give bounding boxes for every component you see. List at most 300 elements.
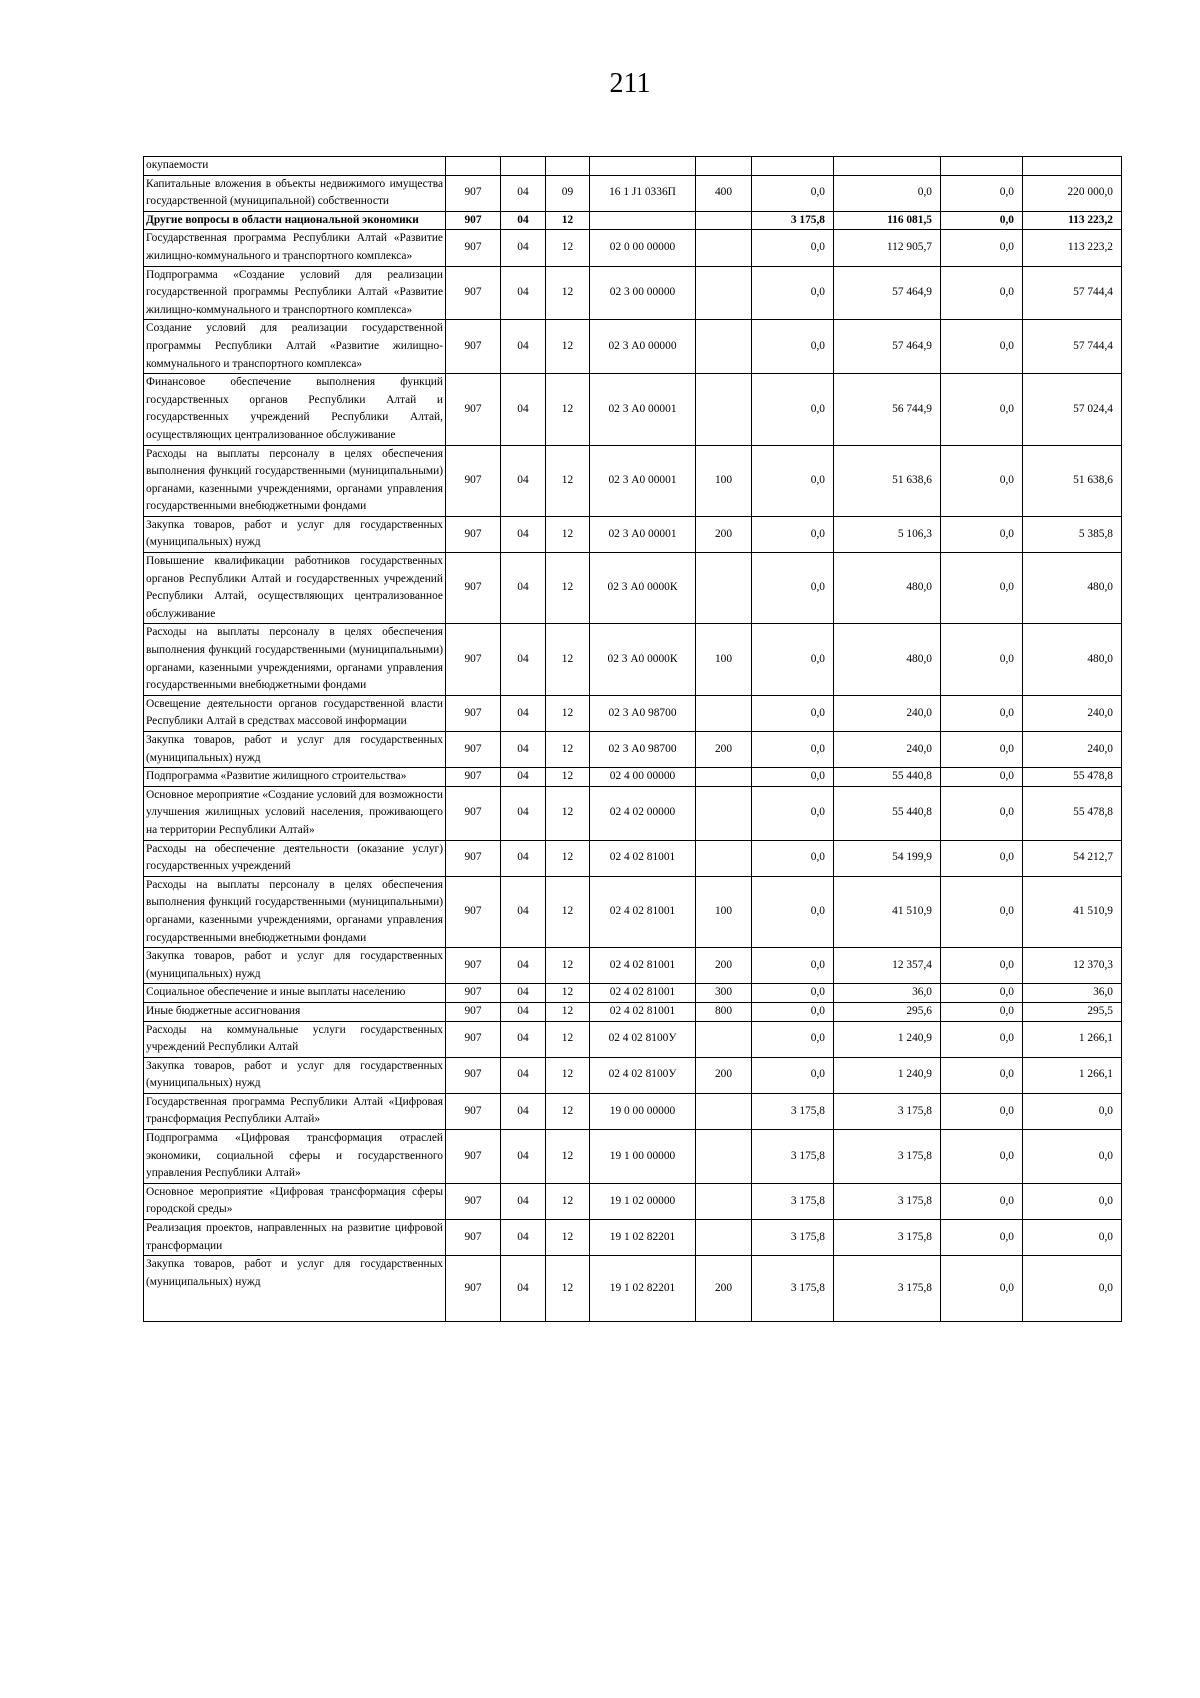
- name-cell: Основное мероприятие «Цифровая трансформация сферы городской среды»: [144, 1183, 446, 1219]
- sum4-cell: 295,5: [1023, 1002, 1122, 1021]
- expense-type-cell: 800: [696, 1002, 752, 1021]
- table-row: [144, 266, 1122, 320]
- expense-type-cell: [696, 1130, 752, 1184]
- sum4-cell: 0,0: [1023, 1093, 1122, 1129]
- name-cell: Расходы на выплаты персоналу в целях обеспечения выполнения функций государственными (муниципальными) органами, казенными учреждениями, органами управления государственными внебюджетными фондами: [144, 876, 446, 947]
- subsection-cell: 12: [546, 1021, 590, 1057]
- table-row: [144, 157, 1122, 176]
- sum2-cell: 240,0: [834, 732, 941, 768]
- sum2-cell: 1 240,9: [834, 1021, 941, 1057]
- subsection-cell: 12: [546, 1130, 590, 1184]
- name-cell: Подпрограмма «Создание условий для реализации государственной программы Республики Алтай «Развитие жилищно-коммунального и транспортного комплекса»: [144, 266, 446, 320]
- section-cell: 04: [501, 553, 546, 624]
- expense-type-cell: [696, 230, 752, 266]
- sum4-cell: 57 744,4: [1023, 320, 1122, 374]
- table-row: [144, 516, 1122, 552]
- ministry-cell: 907: [446, 211, 501, 230]
- sum3-cell: 0,0: [941, 1002, 1023, 1021]
- ministry-cell: 907: [446, 786, 501, 840]
- sum2-cell: 240,0: [834, 695, 941, 731]
- table-row: [144, 948, 1122, 984]
- target-article-cell: 19 1 02 82201: [590, 1220, 696, 1256]
- expense-type-cell: 200: [696, 732, 752, 768]
- sum4-cell: 55 478,8: [1023, 786, 1122, 840]
- section-cell: 04: [501, 266, 546, 320]
- sum4-cell: 1 266,1: [1023, 1057, 1122, 1093]
- expense-type-cell: 200: [696, 1057, 752, 1093]
- ministry-cell: 907: [446, 1057, 501, 1093]
- sum3-cell: 0,0: [941, 445, 1023, 516]
- table-row: [144, 786, 1122, 840]
- table-row: [144, 984, 1122, 1003]
- subsection-cell: 12: [546, 1002, 590, 1021]
- ministry-cell: 907: [446, 1093, 501, 1129]
- sum2-cell: 0,0: [834, 175, 941, 211]
- name-cell: Освещение деятельности органов государственной власти Республики Алтай в средствах массовой информации: [144, 695, 446, 731]
- sum4-cell: 0,0: [1023, 1220, 1122, 1256]
- sum4-cell: 480,0: [1023, 553, 1122, 624]
- sum3-cell: 0,0: [941, 1256, 1023, 1322]
- sum4-cell: 0,0: [1023, 1183, 1122, 1219]
- section-cell: 04: [501, 1220, 546, 1256]
- name-cell: окупаемости: [144, 157, 446, 176]
- sum1-cell: 0,0: [752, 516, 834, 552]
- sum2-cell: 57 464,9: [834, 266, 941, 320]
- sum4-cell: 480,0: [1023, 624, 1122, 695]
- sum1-cell: 0,0: [752, 1002, 834, 1021]
- subsection-cell: 12: [546, 230, 590, 266]
- name-cell: Подпрограмма «Цифровая трансформация отраслей экономики, социальной сферы и государственного управления Республики Алтай»: [144, 1130, 446, 1184]
- section-cell: 04: [501, 876, 546, 947]
- expense-type-cell: [696, 1021, 752, 1057]
- sum1-cell: 0,0: [752, 840, 834, 876]
- table-row: [144, 445, 1122, 516]
- name-cell: Закупка товаров, работ и услуг для государственных (муниципальных) нужд: [144, 1057, 446, 1093]
- target-article-cell: 19 0 00 00000: [590, 1093, 696, 1129]
- target-article-cell: [590, 211, 696, 230]
- subsection-cell: 12: [546, 876, 590, 947]
- expense-type-cell: [696, 1093, 752, 1129]
- sum1-cell: 0,0: [752, 876, 834, 947]
- name-cell: Закупка товаров, работ и услуг для государственных (муниципальных) нужд: [144, 948, 446, 984]
- target-article-cell: 02 4 02 81001: [590, 840, 696, 876]
- target-article-cell: 02 3 А0 98700: [590, 732, 696, 768]
- expense-type-cell: [696, 1220, 752, 1256]
- table-row: [144, 1021, 1122, 1057]
- ministry-cell: 907: [446, 516, 501, 552]
- sum3-cell: [941, 157, 1023, 176]
- sum1-cell: 3 175,8: [752, 1183, 834, 1219]
- expense-type-cell: [696, 211, 752, 230]
- expense-type-cell: 300: [696, 984, 752, 1003]
- name-cell: Реализация проектов, направленных на развитие цифровой трансформации: [144, 1220, 446, 1256]
- sum2-cell: 56 744,9: [834, 374, 941, 445]
- sum4-cell: 36,0: [1023, 984, 1122, 1003]
- sum3-cell: 0,0: [941, 1220, 1023, 1256]
- ministry-cell: 907: [446, 445, 501, 516]
- sum3-cell: 0,0: [941, 1021, 1023, 1057]
- expense-type-cell: [696, 374, 752, 445]
- target-article-cell: 19 1 02 00000: [590, 1183, 696, 1219]
- ministry-cell: 907: [446, 175, 501, 211]
- target-article-cell: 02 4 02 81001: [590, 984, 696, 1003]
- section-cell: 04: [501, 732, 546, 768]
- section-cell: 04: [501, 1021, 546, 1057]
- name-cell: Подпрограмма «Развитие жилищного строительства»: [144, 768, 446, 787]
- target-article-cell: 02 4 02 8100У: [590, 1057, 696, 1093]
- sum2-cell: 112 905,7: [834, 230, 941, 266]
- table-row: [144, 732, 1122, 768]
- sum4-cell: 240,0: [1023, 732, 1122, 768]
- ministry-cell: 907: [446, 1220, 501, 1256]
- name-cell: Финансовое обеспечение выполнения функций государственных органов Республики Алтай и государственных учреждений Республики Алтай, осуществляющих централизованное обслуживание: [144, 374, 446, 445]
- table-row: [144, 624, 1122, 695]
- sum4-cell: 57 744,4: [1023, 266, 1122, 320]
- ministry-cell: 907: [446, 876, 501, 947]
- section-cell: 04: [501, 1183, 546, 1219]
- sum2-cell: 12 357,4: [834, 948, 941, 984]
- section-cell: 04: [501, 768, 546, 787]
- sum4-cell: 57 024,4: [1023, 374, 1122, 445]
- name-cell: Расходы на коммунальные услуги государственных учреждений Республики Алтай: [144, 1021, 446, 1057]
- sum2-cell: 480,0: [834, 624, 941, 695]
- expense-type-cell: [696, 266, 752, 320]
- table-body: [144, 157, 1122, 1322]
- sum1-cell: 0,0: [752, 695, 834, 731]
- section-cell: 04: [501, 374, 546, 445]
- subsection-cell: 12: [546, 624, 590, 695]
- sum3-cell: 0,0: [941, 1057, 1023, 1093]
- sum1-cell: 3 175,8: [752, 1093, 834, 1129]
- sum2-cell: 3 175,8: [834, 1256, 941, 1322]
- table-row: [144, 1183, 1122, 1219]
- sum2-cell: 3 175,8: [834, 1183, 941, 1219]
- name-cell: Капитальные вложения в объекты недвижимого имущества государственной (муниципальной) собственности: [144, 175, 446, 211]
- sum1-cell: 0,0: [752, 175, 834, 211]
- name-cell: Закупка товаров, работ и услуг для государственных (муниципальных) нужд: [144, 516, 446, 552]
- ministry-cell: 907: [446, 1002, 501, 1021]
- ministry-cell: 907: [446, 1256, 501, 1322]
- expense-type-cell: [696, 768, 752, 787]
- table-row: [144, 211, 1122, 230]
- sum4-cell: 12 370,3: [1023, 948, 1122, 984]
- target-article-cell: 02 3 00 00000: [590, 266, 696, 320]
- subsection-cell: 12: [546, 1093, 590, 1129]
- target-article-cell: 16 1 J1 0336П: [590, 175, 696, 211]
- table-row: [144, 1256, 1122, 1322]
- sum2-cell: [834, 157, 941, 176]
- sum2-cell: 1 240,9: [834, 1057, 941, 1093]
- sum1-cell: 0,0: [752, 320, 834, 374]
- sum1-cell: 0,0: [752, 1021, 834, 1057]
- sum2-cell: 480,0: [834, 553, 941, 624]
- ministry-cell: 907: [446, 840, 501, 876]
- sum3-cell: 0,0: [941, 1183, 1023, 1219]
- target-article-cell: 02 3 А0 00001: [590, 374, 696, 445]
- expense-type-cell: 200: [696, 948, 752, 984]
- name-cell: Государственная программа Республики Алтай «Развитие жилищно-коммунального и транспортного комплекса»: [144, 230, 446, 266]
- sum1-cell: 0,0: [752, 624, 834, 695]
- sum1-cell: 0,0: [752, 230, 834, 266]
- expense-type-cell: 100: [696, 624, 752, 695]
- section-cell: 04: [501, 445, 546, 516]
- sum4-cell: 51 638,6: [1023, 445, 1122, 516]
- sum3-cell: 0,0: [941, 732, 1023, 768]
- table-row: [144, 1002, 1122, 1021]
- section-cell: [501, 157, 546, 176]
- table-row: [144, 695, 1122, 731]
- sum3-cell: 0,0: [941, 695, 1023, 731]
- target-article-cell: 02 3 А0 0000К: [590, 624, 696, 695]
- ministry-cell: 907: [446, 624, 501, 695]
- expense-type-cell: [696, 786, 752, 840]
- target-article-cell: 02 3 А0 0000К: [590, 553, 696, 624]
- ministry-cell: 907: [446, 266, 501, 320]
- subsection-cell: 12: [546, 695, 590, 731]
- sum2-cell: 3 175,8: [834, 1130, 941, 1184]
- sum2-cell: 57 464,9: [834, 320, 941, 374]
- table-row: [144, 175, 1122, 211]
- sum3-cell: 0,0: [941, 1093, 1023, 1129]
- sum3-cell: 0,0: [941, 624, 1023, 695]
- sum4-cell: 54 212,7: [1023, 840, 1122, 876]
- name-cell: Повышение квалификации работников государственных органов Республики Алтай и государственных учреждений Республики Алтай, осуществляющих централизованное обслуживание: [144, 553, 446, 624]
- expense-type-cell: [696, 320, 752, 374]
- sum2-cell: 36,0: [834, 984, 941, 1003]
- name-cell: Социальное обеспечение и иные выплаты населению: [144, 984, 446, 1003]
- target-article-cell: 02 3 А0 00001: [590, 516, 696, 552]
- subsection-cell: 12: [546, 266, 590, 320]
- ministry-cell: 907: [446, 230, 501, 266]
- ministry-cell: 907: [446, 732, 501, 768]
- subsection-cell: 12: [546, 445, 590, 516]
- subsection-cell: 09: [546, 175, 590, 211]
- table-row: [144, 1220, 1122, 1256]
- sum2-cell: 295,6: [834, 1002, 941, 1021]
- sum1-cell: 0,0: [752, 374, 834, 445]
- subsection-cell: 12: [546, 1057, 590, 1093]
- sum2-cell: 3 175,8: [834, 1220, 941, 1256]
- sum3-cell: 0,0: [941, 230, 1023, 266]
- name-cell: Расходы на выплаты персоналу в целях обеспечения выполнения функций государственными (муниципальными) органами, казенными учреждениями, органами управления государственными внебюджетными фондами: [144, 445, 446, 516]
- target-article-cell: 02 4 02 8100У: [590, 1021, 696, 1057]
- sum1-cell: 0,0: [752, 445, 834, 516]
- name-cell: Закупка товаров, работ и услуг для государственных (муниципальных) нужд: [144, 732, 446, 768]
- subsection-cell: 12: [546, 320, 590, 374]
- subsection-cell: 12: [546, 984, 590, 1003]
- subsection-cell: 12: [546, 516, 590, 552]
- expense-type-cell: [696, 840, 752, 876]
- budget-table: [143, 156, 1122, 1322]
- sum2-cell: 41 510,9: [834, 876, 941, 947]
- table-row: [144, 553, 1122, 624]
- sum3-cell: 0,0: [941, 984, 1023, 1003]
- section-cell: 04: [501, 1093, 546, 1129]
- ministry-cell: 907: [446, 695, 501, 731]
- name-cell: Основное мероприятие «Создание условий для возможности улучшения жилищных условий населения, проживающего на территории Республики Алтай»: [144, 786, 446, 840]
- target-article-cell: 02 4 02 81001: [590, 948, 696, 984]
- subsection-cell: 12: [546, 1220, 590, 1256]
- ministry-cell: [446, 157, 501, 176]
- target-article-cell: 02 4 02 81001: [590, 1002, 696, 1021]
- section-cell: 04: [501, 175, 546, 211]
- name-cell: Другие вопросы в области национальной экономики: [144, 211, 446, 230]
- sum1-cell: 0,0: [752, 553, 834, 624]
- sum4-cell: 240,0: [1023, 695, 1122, 731]
- section-cell: 04: [501, 230, 546, 266]
- sum4-cell: 0,0: [1023, 1256, 1122, 1322]
- table-row: [144, 768, 1122, 787]
- sum2-cell: 55 440,8: [834, 768, 941, 787]
- name-cell: Расходы на выплаты персоналу в целях обеспечения выполнения функций государственными (муниципальными) органами, казенными учреждениями, органами управления государственными внебюджетными фондами: [144, 624, 446, 695]
- target-article-cell: 02 4 02 00000: [590, 786, 696, 840]
- expense-type-cell: [696, 695, 752, 731]
- section-cell: 04: [501, 516, 546, 552]
- subsection-cell: [546, 157, 590, 176]
- sum3-cell: 0,0: [941, 768, 1023, 787]
- expense-type-cell: 200: [696, 1256, 752, 1322]
- subsection-cell: 12: [546, 786, 590, 840]
- expense-type-cell: [696, 1183, 752, 1219]
- sum4-cell: 55 478,8: [1023, 768, 1122, 787]
- section-cell: 04: [501, 624, 546, 695]
- section-cell: 04: [501, 695, 546, 731]
- sum1-cell: 3 175,8: [752, 1130, 834, 1184]
- ministry-cell: 907: [446, 1130, 501, 1184]
- sum2-cell: 3 175,8: [834, 1093, 941, 1129]
- sum1-cell: 0,0: [752, 948, 834, 984]
- sum4-cell: 220 000,0: [1023, 175, 1122, 211]
- target-article-cell: 19 1 00 00000: [590, 1130, 696, 1184]
- name-cell: Создание условий для реализации государственной программы Республики Алтай «Развитие жилищно-коммунального и транспортного комплекса»: [144, 320, 446, 374]
- sum3-cell: 0,0: [941, 840, 1023, 876]
- table-row: [144, 840, 1122, 876]
- sum4-cell: 1 266,1: [1023, 1021, 1122, 1057]
- expense-type-cell: 100: [696, 445, 752, 516]
- subsection-cell: 12: [546, 732, 590, 768]
- target-article-cell: 02 0 00 00000: [590, 230, 696, 266]
- name-cell: Расходы на обеспечение деятельности (оказание услуг) государственных учреждений: [144, 840, 446, 876]
- section-cell: 04: [501, 840, 546, 876]
- sum2-cell: 116 081,5: [834, 211, 941, 230]
- target-article-cell: 02 4 02 81001: [590, 876, 696, 947]
- sum3-cell: 0,0: [941, 211, 1023, 230]
- section-cell: 04: [501, 1130, 546, 1184]
- section-cell: 04: [501, 786, 546, 840]
- expense-type-cell: 100: [696, 876, 752, 947]
- sum1-cell: 0,0: [752, 984, 834, 1003]
- table-row: [144, 374, 1122, 445]
- ministry-cell: 907: [446, 1183, 501, 1219]
- section-cell: 04: [501, 1057, 546, 1093]
- sum3-cell: 0,0: [941, 876, 1023, 947]
- sum1-cell: 3 175,8: [752, 211, 834, 230]
- subsection-cell: 12: [546, 768, 590, 787]
- expense-type-cell: 200: [696, 516, 752, 552]
- ministry-cell: 907: [446, 374, 501, 445]
- section-cell: 04: [501, 948, 546, 984]
- sum2-cell: 5 106,3: [834, 516, 941, 552]
- sum4-cell: [1023, 157, 1122, 176]
- name-cell: Иные бюджетные ассигнования: [144, 1002, 446, 1021]
- sum3-cell: 0,0: [941, 320, 1023, 374]
- target-article-cell: 02 3 А0 00000: [590, 320, 696, 374]
- expense-type-cell: [696, 157, 752, 176]
- sum1-cell: 0,0: [752, 1057, 834, 1093]
- sum3-cell: 0,0: [941, 374, 1023, 445]
- subsection-cell: 12: [546, 1256, 590, 1322]
- page-number: 211: [609, 68, 651, 99]
- sum1-cell: [752, 157, 834, 176]
- ministry-cell: 907: [446, 768, 501, 787]
- section-cell: 04: [501, 211, 546, 230]
- ministry-cell: 907: [446, 984, 501, 1003]
- sum1-cell: 0,0: [752, 786, 834, 840]
- subsection-cell: 12: [546, 374, 590, 445]
- sum4-cell: 41 510,9: [1023, 876, 1122, 947]
- sum3-cell: 0,0: [941, 175, 1023, 211]
- sum1-cell: 0,0: [752, 266, 834, 320]
- table-row: [144, 876, 1122, 947]
- sum3-cell: 0,0: [941, 553, 1023, 624]
- section-cell: 04: [501, 984, 546, 1003]
- ministry-cell: 907: [446, 1021, 501, 1057]
- sum1-cell: 3 175,8: [752, 1256, 834, 1322]
- section-cell: 04: [501, 1256, 546, 1322]
- subsection-cell: 12: [546, 211, 590, 230]
- sum2-cell: 51 638,6: [834, 445, 941, 516]
- sum2-cell: 55 440,8: [834, 786, 941, 840]
- sum4-cell: 0,0: [1023, 1130, 1122, 1184]
- expense-type-cell: [696, 553, 752, 624]
- sum4-cell: 113 223,2: [1023, 211, 1122, 230]
- table-row: [144, 1093, 1122, 1129]
- table-row: [144, 230, 1122, 266]
- expense-type-cell: 400: [696, 175, 752, 211]
- target-article-cell: 19 1 02 82201: [590, 1256, 696, 1322]
- subsection-cell: 12: [546, 840, 590, 876]
- target-article-cell: [590, 157, 696, 176]
- sum1-cell: 3 175,8: [752, 1220, 834, 1256]
- ministry-cell: 907: [446, 320, 501, 374]
- target-article-cell: 02 3 А0 00001: [590, 445, 696, 516]
- sum1-cell: 0,0: [752, 732, 834, 768]
- sum1-cell: 0,0: [752, 768, 834, 787]
- sum4-cell: 113 223,2: [1023, 230, 1122, 266]
- table-row: [144, 1130, 1122, 1184]
- sum3-cell: 0,0: [941, 516, 1023, 552]
- target-article-cell: 02 4 00 00000: [590, 768, 696, 787]
- table-row: [144, 320, 1122, 374]
- sum2-cell: 54 199,9: [834, 840, 941, 876]
- ministry-cell: 907: [446, 553, 501, 624]
- subsection-cell: 12: [546, 1183, 590, 1219]
- section-cell: 04: [501, 1002, 546, 1021]
- sum3-cell: 0,0: [941, 266, 1023, 320]
- sum4-cell: 5 385,8: [1023, 516, 1122, 552]
- name-cell: Закупка товаров, работ и услуг для государственных (муниципальных) нужд: [144, 1256, 446, 1322]
- subsection-cell: 12: [546, 948, 590, 984]
- subsection-cell: 12: [546, 553, 590, 624]
- sum3-cell: 0,0: [941, 948, 1023, 984]
- target-article-cell: 02 3 А0 98700: [590, 695, 696, 731]
- sum3-cell: 0,0: [941, 1130, 1023, 1184]
- name-cell: Государственная программа Республики Алтай «Цифровая трансформация Республики Алтай»: [144, 1093, 446, 1129]
- sum3-cell: 0,0: [941, 786, 1023, 840]
- ministry-cell: 907: [446, 948, 501, 984]
- section-cell: 04: [501, 320, 546, 374]
- table-row: [144, 1057, 1122, 1093]
